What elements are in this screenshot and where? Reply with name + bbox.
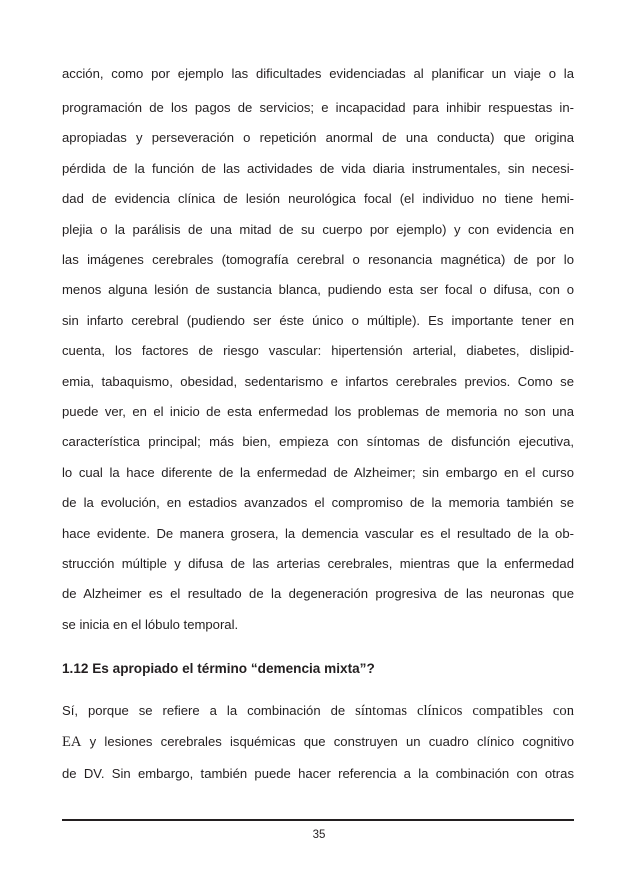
body-text-line — [62, 734, 574, 750]
body-text-line: sin infarto cerebral (pudiendo ser éste único o múltiple). Es importante tener en — [62, 313, 574, 328]
body-text-line: acción, como por ejemplo las dificultades evidenciadas al planificar un viaje o la — [62, 66, 574, 81]
body-text-line: programación de los pagos de servicios; e incapacidad para inhibir respuestas in- — [62, 100, 574, 115]
body-text-line: lo cual la hace diferente de la enfermedad de Alzheimer; sin embargo en el curso — [62, 465, 574, 480]
body-text-line: emia, tabaquismo, obesidad, sedentarismo e infartos cerebrales previos. Como se — [62, 374, 574, 389]
body-text-line: se inicia en el lóbulo temporal. — [62, 617, 239, 632]
page-number: 35 — [312, 829, 326, 841]
body-text-line: strucción múltiple y difusa de las arterias cerebrales, mientras que la enfermedad — [62, 556, 574, 571]
body-text-line: pérdida de la función de las actividades de vida diaria instrumentales, sin necesi- — [62, 161, 574, 176]
body-text-line: las imágenes cerebrales (tomografía cerebral o resonancia magnética) de por lo — [62, 252, 574, 267]
body-text-segment: Sí, porque se refiere a la combinación de — [62, 703, 346, 718]
section-heading: 1.12 Es apropiado el término “demencia mixta”? — [62, 661, 375, 676]
body-text-line: característica principal; más bien, empieza con síntomas de disfunción ejecutiva, — [62, 434, 574, 449]
body-text-serif-segment: síntomas clínicos compatibles con — [355, 703, 574, 719]
body-text-serif-segment: EA — [62, 734, 82, 750]
body-text-line: cuenta, los factores de riesgo vascular: hipertensión arterial, diabetes, dislipid- — [62, 343, 574, 358]
body-text-line: menos alguna lesión de sustancia blanca, pudiendo esta ser focal o difusa, con o — [62, 282, 574, 297]
footer-rule — [62, 819, 574, 821]
body-text-line — [62, 703, 574, 719]
body-text-line: plejia o la parálisis de una mitad de su cuerpo por ejemplo) y con evidencia en — [62, 222, 574, 237]
body-text-line: puede ver, en el inicio de esta enfermedad los problemas de memoria no son una — [62, 404, 574, 419]
body-text-line: de Alzheimer es el resultado de la degeneración progresiva de las neuronas que — [62, 586, 574, 601]
body-text-line: hace evidente. De manera grosera, la demencia vascular es el resultado de la ob- — [62, 526, 574, 541]
body-text-line: de la evolución, en estadios avanzados el compromiso de la memoria también se — [62, 495, 574, 510]
body-text-line: dad de evidencia clínica de lesión neurológica focal (el individuo no tiene hemi- — [62, 191, 574, 206]
body-text-line: apropiadas y perseveración o repetición anormal de una conducta) que origina — [62, 130, 574, 145]
body-text-segment: y lesiones cerebrales isquémicas que construyen un cuadro clínico cognitivo — [89, 734, 574, 749]
body-text-line: de DV. Sin embargo, también puede hacer referencia a la combinación con otras — [62, 766, 574, 781]
